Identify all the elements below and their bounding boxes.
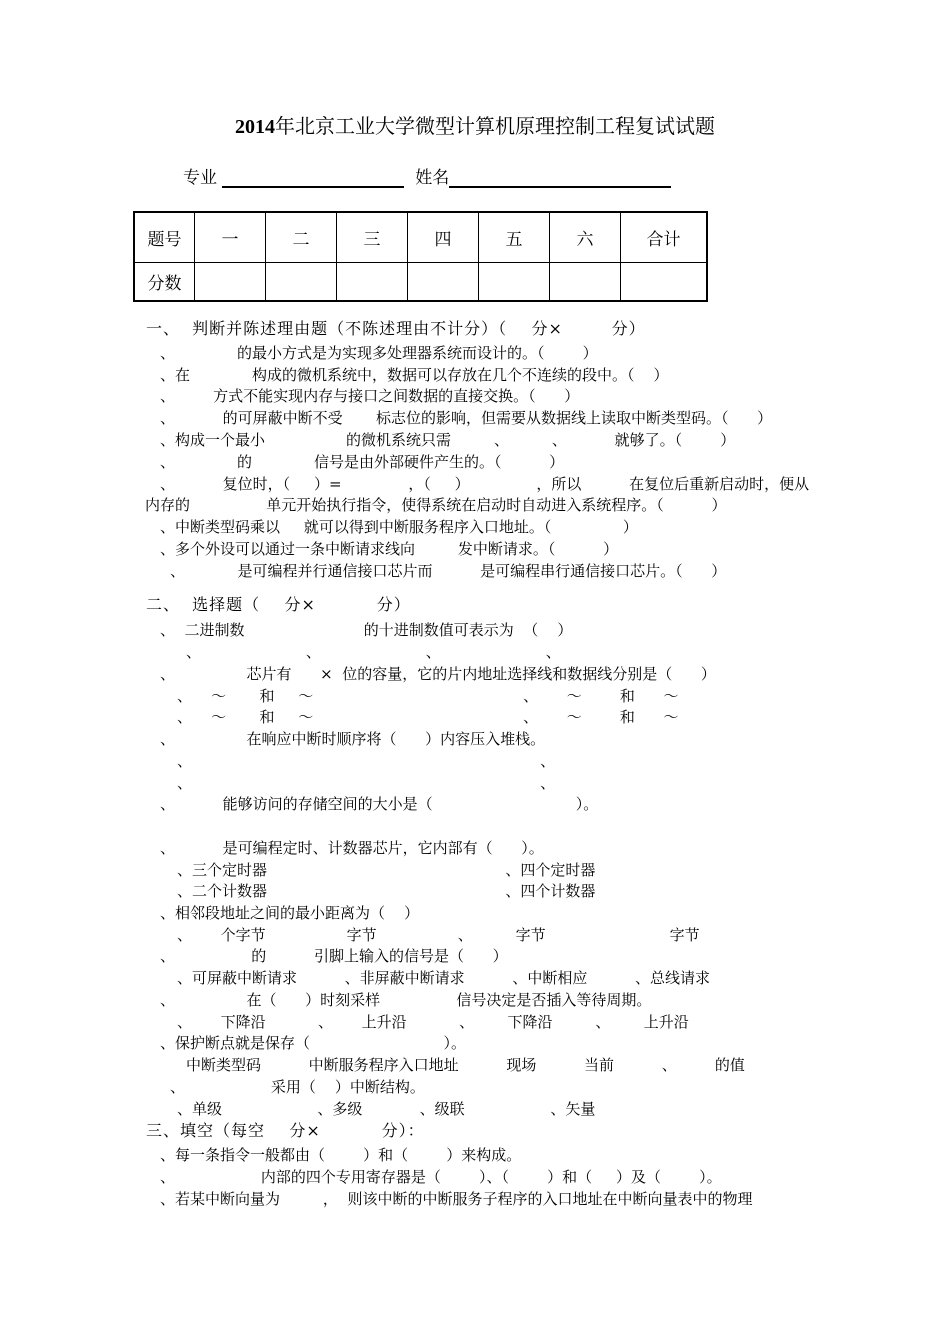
section1-item: 、构成一个最小 的微机系统只需 、 、 就够了。（ ）	[160, 431, 736, 449]
section2-item: 、 芯片有 × 位的容量，它的片内地址选择线和数据线分别是（ ）	[160, 665, 716, 683]
section1-heading: 一、 判断并陈述理由题（不陈述理由不计分）（ 分× 分）	[146, 319, 646, 338]
section1-item: 、多个外设可以通过一条中断请求线向 发中断请求。（ ）	[160, 540, 619, 558]
major-blank[interactable]	[222, 168, 404, 188]
score-cell[interactable]	[550, 263, 621, 302]
name-blank[interactable]	[449, 168, 671, 188]
section2-option: 、 、	[177, 752, 556, 770]
score-row-label: 分数	[134, 263, 195, 302]
score-table-header-row	[134, 212, 707, 263]
section1-item: 、 是可编程并行通信接口芯片而 是可编程串行通信接口芯片。（ ）	[170, 562, 727, 580]
score-table-score-row	[134, 263, 707, 302]
section1-item: 、 的最小方式是为实现多处理器系统而设计的。（ ）	[160, 344, 598, 362]
score-table	[133, 211, 708, 302]
section2-option: 、 ～ 和 ～ 、 ～ 和 ～	[177, 708, 679, 726]
score-header-cell: 四	[408, 212, 479, 263]
section1-item: 、 的可屏蔽中断不受 标志位的影响，但需要从数据线上读取中断类型码。（ ）	[160, 409, 773, 427]
info-row	[183, 168, 671, 188]
section1-item-cont: 内存的 单元开始执行指令，使得系统在启动时自动进入系统程序。（ ）	[145, 496, 727, 514]
section2-option: 、二个计数器 、四个计数器	[177, 882, 596, 900]
score-cell[interactable]	[479, 263, 550, 302]
section2-option: 、 下降沿 、 上升沿 、 下降沿 、 上升沿	[177, 1013, 689, 1031]
section2-item: 、 二进制数 的十进制数值可表示为 （ ）	[160, 621, 573, 639]
section2-option: 、单级 、多级 、级联 、矢量	[177, 1100, 596, 1118]
score-cell[interactable]	[621, 263, 708, 302]
section2-item: 、相邻段地址之间的最小距离为（ ）	[160, 904, 420, 922]
section1-item: 、 复位时，（ ）= ，（ ） ，所以 在复位后重新启动时，便从	[160, 475, 810, 493]
section2-item: 、 采用（ ）中断结构。	[170, 1078, 425, 1096]
section2-option: 、 ～ 和 ～ 、 ～ 和 ～	[177, 687, 679, 705]
score-header-cell: 五	[479, 212, 550, 263]
section2-option: 中断类型码 中断服务程序入口地址 现场 当前 、 的值	[186, 1056, 745, 1074]
section2-item: 、 能够访问的存储空间的大小是（ ）。	[160, 795, 599, 813]
section2-option: 、可屏蔽中断请求 、非屏蔽中断请求 、中断相应 、总线请求	[177, 969, 711, 987]
score-header-cell: 二	[266, 212, 337, 263]
section2-option: 、 、 、 、	[186, 643, 561, 661]
title-text: 年北京工业大学微型计算机原理控制工程复试试题	[275, 114, 715, 138]
section3-item: 、若某中断向量为 ， 则该中断的中断服务子程序的入口地址在中断向量表中的物理	[160, 1190, 753, 1208]
section2-item: 、保护断点就是保存（ ）。	[160, 1034, 467, 1052]
section1-item: 、中断类型码乘以 就可以得到中断服务程序入口地址。（ ）	[160, 518, 638, 536]
section3-heading: 三、填空（每空 分× 分）：	[146, 1121, 425, 1140]
section2-item: 、 的 引脚上输入的信号是（ ）	[160, 947, 508, 965]
score-header-cell: 题号	[134, 212, 195, 263]
section2-option: 、三个定时器 、四个定时器	[177, 861, 596, 879]
section2-item: 、 在（ ）时刻采样 信号决定是否插入等待周期。	[160, 991, 652, 1009]
score-header-cell: 三	[337, 212, 408, 263]
score-cell[interactable]	[195, 263, 266, 302]
section2-option: 、 、	[177, 774, 556, 792]
title-year: 2014	[235, 116, 275, 138]
section2-item: 、 是可编程定时、计数器芯片，它内部有（ ）。	[160, 839, 544, 857]
score-header-cell: 合计	[621, 212, 708, 263]
section1-item: 、在 构成的微机系统中，数据可以存放在几个不连续的段中。（ ）	[160, 366, 669, 384]
score-cell[interactable]	[408, 263, 479, 302]
section3-item: 、 内部的四个专用寄存器是（ ）、（ ）和（ ）及（ ）。	[160, 1168, 722, 1186]
exam-title	[0, 112, 950, 141]
section2-heading: 二、 选择题（ 分× 分）	[146, 595, 411, 614]
score-cell[interactable]	[337, 263, 408, 302]
section3-item: 、每一条指令一般都由（ ）和（ ）来构成。	[160, 1146, 522, 1164]
section2-option: 、 个字节 字节 、 字节 字节	[177, 926, 700, 944]
section1-item: 、 的 信号是由外部硬件产生的。（ ）	[160, 453, 565, 471]
score-header-cell: 一	[195, 212, 266, 263]
major-label: 专业	[183, 168, 217, 188]
score-header-cell: 六	[550, 212, 621, 263]
name-label: 姓名	[415, 168, 450, 188]
score-cell[interactable]	[266, 263, 337, 302]
section2-item: 、 在响应中断时顺序将（ ）内容压入堆栈。	[160, 730, 546, 748]
section1-item: 、 方式不能实现内存与接口之间数据的直接交换。（ ）	[160, 387, 580, 405]
